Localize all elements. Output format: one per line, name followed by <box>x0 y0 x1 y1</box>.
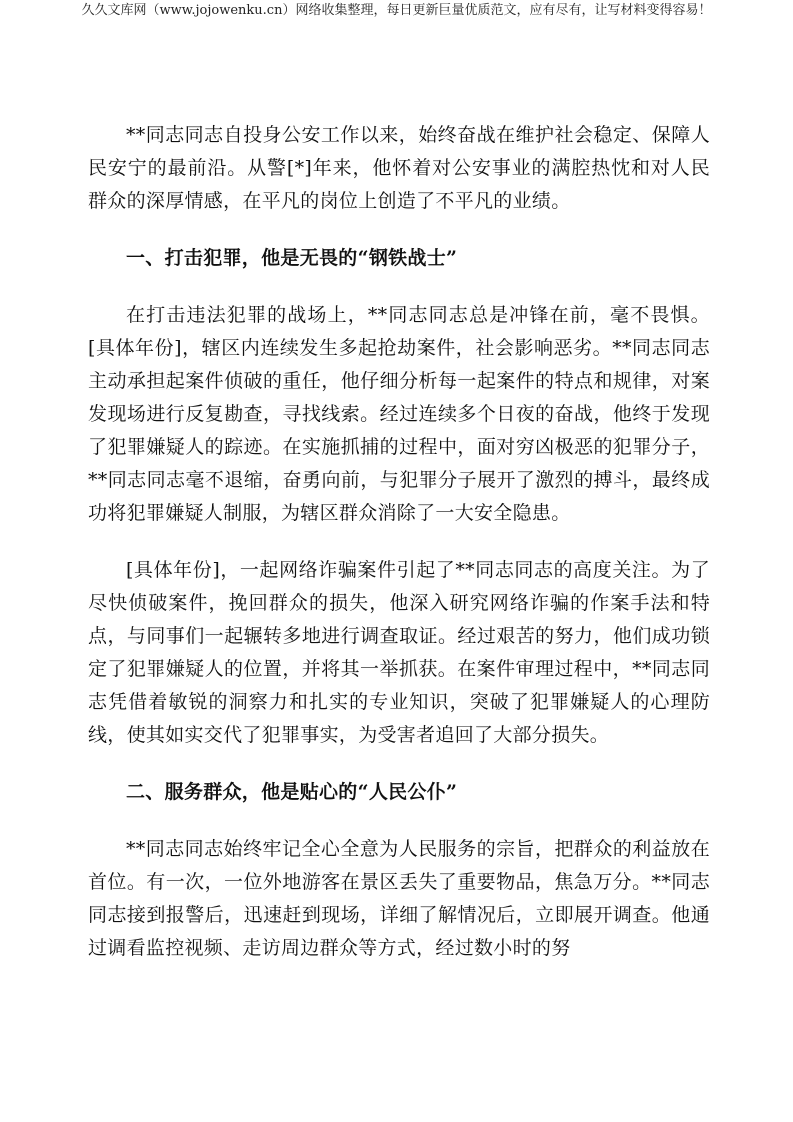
section-heading-1: 一、打击犯罪，他是无畏的“钢铁战士” <box>126 247 458 269</box>
section1-paragraph-2: [具体年份]，一起网络诈骗案件引起了**同志同志的高度关注。为了尽快侦破案件，挽回群众的损失，他深入研究网络诈骗的作案手法和特点，与同事们一起辗转多地进行调查取证。经过艰苦的努力，他们成功锁定了犯罪嫌疑人的位置，并将其一举抓获。在案件审理过程中，**同志同志凭借着敏锐的洞察力和扎实的专业知识，突破了犯罪嫌疑人的心理防线，使其如实交代了犯罪事实，为受害者追回了大部分损失。 <box>88 559 710 746</box>
section1-paragraph-1: 在打击违法犯罪的战场上，**同志同志总是冲锋在前，毫不畏惧。[具体年份]，辖区内连续发生多起抢劫案件，社会影响恶劣。**同志同志主动承担起案件侦破的重任，他仔细分析每一起案件的特点和规律，对案发现场进行反复勘查，寻找线索。经过连续多个日夜的奋战，他终于发现了犯罪嫌疑人的踪迹。在实施抓捕的过程中，面对穷凶极恶的犯罪分子，**同志同志毫不退缩，奋勇向前，与犯罪分子展开了激烈的搏斗，最终成功将犯罪嫌疑人制服，为辖区群众消除了一大安全隐患。 <box>88 304 710 524</box>
section-heading-2: 二、服务群众，他是贴心的“人民公仆” <box>126 781 458 803</box>
page-header: 久久文库网（www.jojowenku.cn）网络收集整理，每日更新巨量优质范文，应有尽有，让写材料变得容易！ <box>81 3 712 18</box>
intro-paragraph: **同志同志自投身公安工作以来，始终奋战在维护社会稳定、保障人民安宁的最前沿。从警[*]年来，他怀着对公安事业的满腔热忱和对人民群众的深厚情感，在平凡的岗位上创造了不平凡的业绩。 <box>88 124 710 212</box>
section2-paragraph-1: **同志同志始终牢记全心全意为人民服务的宗旨，把群众的利益放在首位。有一次，一位外地游客在景区丢失了重要物品，焦急万分。**同志同志接到报警后，迅速赶到现场，详细了解情况后，立即展开调查。他通过调看监控视频、走访周边群众等方式，经过数小时的努 <box>88 838 710 959</box>
document-body <box>88 119 710 989</box>
